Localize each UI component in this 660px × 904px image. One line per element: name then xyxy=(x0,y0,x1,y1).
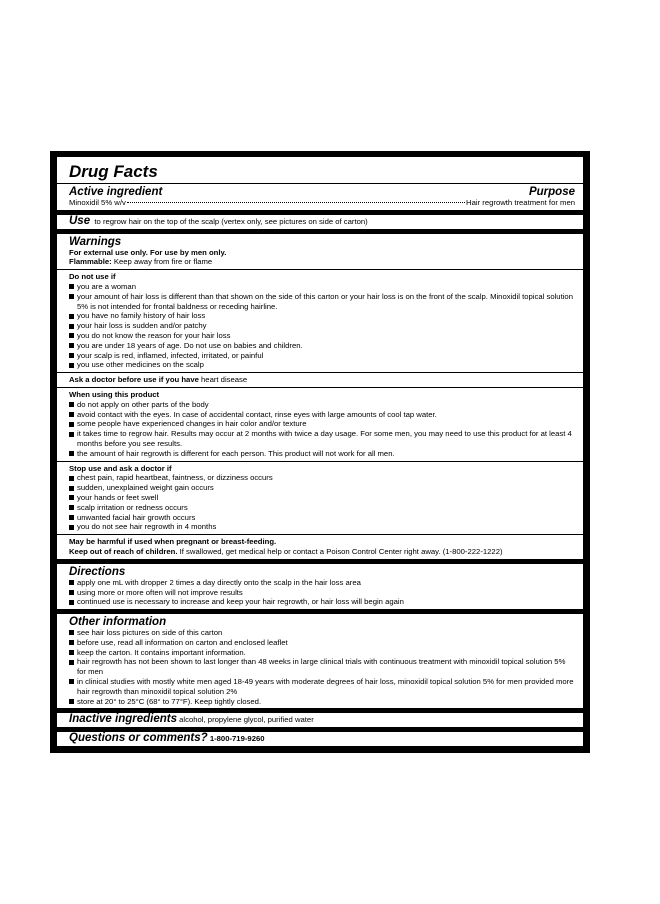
list-item: you are a woman xyxy=(69,282,575,292)
drug-facts-panel xyxy=(57,157,583,746)
list-item: you have no family history of hair loss xyxy=(69,311,575,321)
questions-phone: 1-800-719-9260 xyxy=(209,734,265,744)
list-item: the amount of hair regrowth is different for each person. This product will not work for all men. xyxy=(69,449,575,459)
list-item: you are under 18 years of age. Do not use on babies and children. xyxy=(69,341,575,351)
list-item: unwanted facial hair growth occurs xyxy=(69,513,575,523)
when-using-heading: When using this product xyxy=(69,389,160,399)
divider xyxy=(57,387,583,388)
other-info-list xyxy=(69,628,575,706)
list-item: your hands or feet swell xyxy=(69,493,575,503)
dot-leader xyxy=(127,202,465,203)
ask-doctor-row xyxy=(69,375,575,385)
divider xyxy=(57,229,583,234)
stop-use-heading: Stop use and ask a doctor if xyxy=(69,463,172,473)
list-item: your hair loss is sudden and/or patchy xyxy=(69,321,575,331)
ask-doctor-text: heart disease xyxy=(201,375,248,385)
when-using-list xyxy=(69,400,575,459)
ask-doctor-heading: Ask a doctor before use if you have xyxy=(69,375,199,385)
list-item: you do not know the reason for your hair loss xyxy=(69,331,575,341)
flammable-label: Flammable: xyxy=(69,257,112,267)
use-heading: Use xyxy=(69,214,91,227)
divider xyxy=(57,183,583,184)
divider xyxy=(57,534,583,535)
inactive-ingredients-row xyxy=(69,715,575,725)
list-item: avoid contact with the eyes. In case of accidental contact, rinse eyes with large amounts of cool tap water. xyxy=(69,410,575,420)
do-not-use-list xyxy=(69,282,575,370)
divider xyxy=(57,210,583,215)
purpose-value: Hair regrowth treatment for men xyxy=(466,198,575,207)
list-item: it takes time to regrow hair. Results may occur at 2 months with twice a day usage. For some men, you may need to use this product for at least 4 months before you see results. xyxy=(69,429,575,449)
keep-out-label: Keep out of reach of children. xyxy=(69,546,178,556)
stop-use-list xyxy=(69,473,575,532)
list-item: hair regrowth has not been shown to last longer than 48 weeks in large clinical trials with continuous treatment with minoxidil topical solution 5% for men xyxy=(69,657,575,677)
list-item: you do not see hair regrowth in 4 months xyxy=(69,522,575,532)
label-title: Drug Facts xyxy=(69,162,158,181)
list-item: sudden, unexplained weight gain occurs xyxy=(69,483,575,493)
list-item: see hair loss pictures on side of this carton xyxy=(69,628,575,638)
directions-heading: Directions xyxy=(69,565,126,578)
use-section xyxy=(69,214,575,227)
list-item: continued use is necessary to increase and keep your hair regrowth, or hair loss will begin again xyxy=(69,597,575,607)
active-ingredient-value: Minoxidil 5% w/v xyxy=(69,198,126,207)
inactive-ingredients-text: alcohol, propylene glycol, purified water xyxy=(179,715,314,725)
external-use-text: For external use only. For use by men only. xyxy=(69,247,227,257)
list-item: store at 20° to 25°C (68° to 77°F). Keep tightly closed. xyxy=(69,697,575,707)
list-item: do not apply on other parts of the body xyxy=(69,400,575,410)
flammable-text: Keep away from fire or flame xyxy=(113,257,213,267)
list-item: your scalp is red, inflamed, infected, irritated, or painful xyxy=(69,351,575,361)
questions-heading: Questions or comments? xyxy=(69,732,208,745)
pregnancy-warning: May be harmful if used when pregnant or breast-feeding. xyxy=(69,537,277,547)
active-ingredient-heading: Active ingredient xyxy=(69,186,163,198)
list-item: in clinical studies with mostly white men aged 18-49 years with moderate degrees of hair loss, minoxidil topical solution 5% for men provided more hair regrowth than minoxidil topical solution 2% xyxy=(69,677,575,697)
purpose-heading: Purpose xyxy=(528,186,575,198)
divider xyxy=(57,559,583,564)
do-not-use-heading: Do not use if xyxy=(69,272,116,282)
inactive-ingredients-heading: Inactive ingredients xyxy=(69,713,178,726)
active-ingredient-row xyxy=(69,198,575,208)
list-item: your amount of hair loss is different than that shown on the side of this carton or your hair loss is on the front of the scalp. Minoxidil topical solution 5% is not intended for frontal baldness or receding hairline. xyxy=(69,292,575,312)
divider xyxy=(57,372,583,373)
list-item: keep the carton. It contains important information. xyxy=(69,648,575,658)
keep-out-text: If swallowed, get medical help or contact a Poison Control Center right away. (1-800-222-1222) xyxy=(179,546,503,556)
list-item: using more or more often will not improve results xyxy=(69,588,575,598)
divider xyxy=(57,461,583,462)
list-item: some people have experienced changes in hair color and/or texture xyxy=(69,419,575,429)
keep-out-row xyxy=(69,547,575,557)
divider xyxy=(57,609,583,614)
drug-facts-label xyxy=(50,151,590,753)
flammable-row xyxy=(69,257,575,267)
questions-row xyxy=(69,734,575,744)
list-item: scalp irritation or redness occurs xyxy=(69,503,575,513)
list-item: chest pain, rapid heartbeat, faintness, or dizziness occurs xyxy=(69,473,575,483)
divider xyxy=(57,269,583,270)
use-text: to regrow hair on the top of the scalp (vertex only, see pictures on side of carton) xyxy=(94,216,368,226)
directions-list xyxy=(69,578,575,607)
list-item: before use, read all information on carton and enclosed leaflet xyxy=(69,638,575,648)
warnings-heading: Warnings xyxy=(69,235,122,248)
other-info-heading: Other information xyxy=(69,616,167,629)
active-header-row xyxy=(69,186,575,198)
list-item: apply one mL with dropper 2 times a day directly onto the scalp in the hair loss area xyxy=(69,578,575,588)
list-item: you use other medicines on the scalp xyxy=(69,360,575,370)
